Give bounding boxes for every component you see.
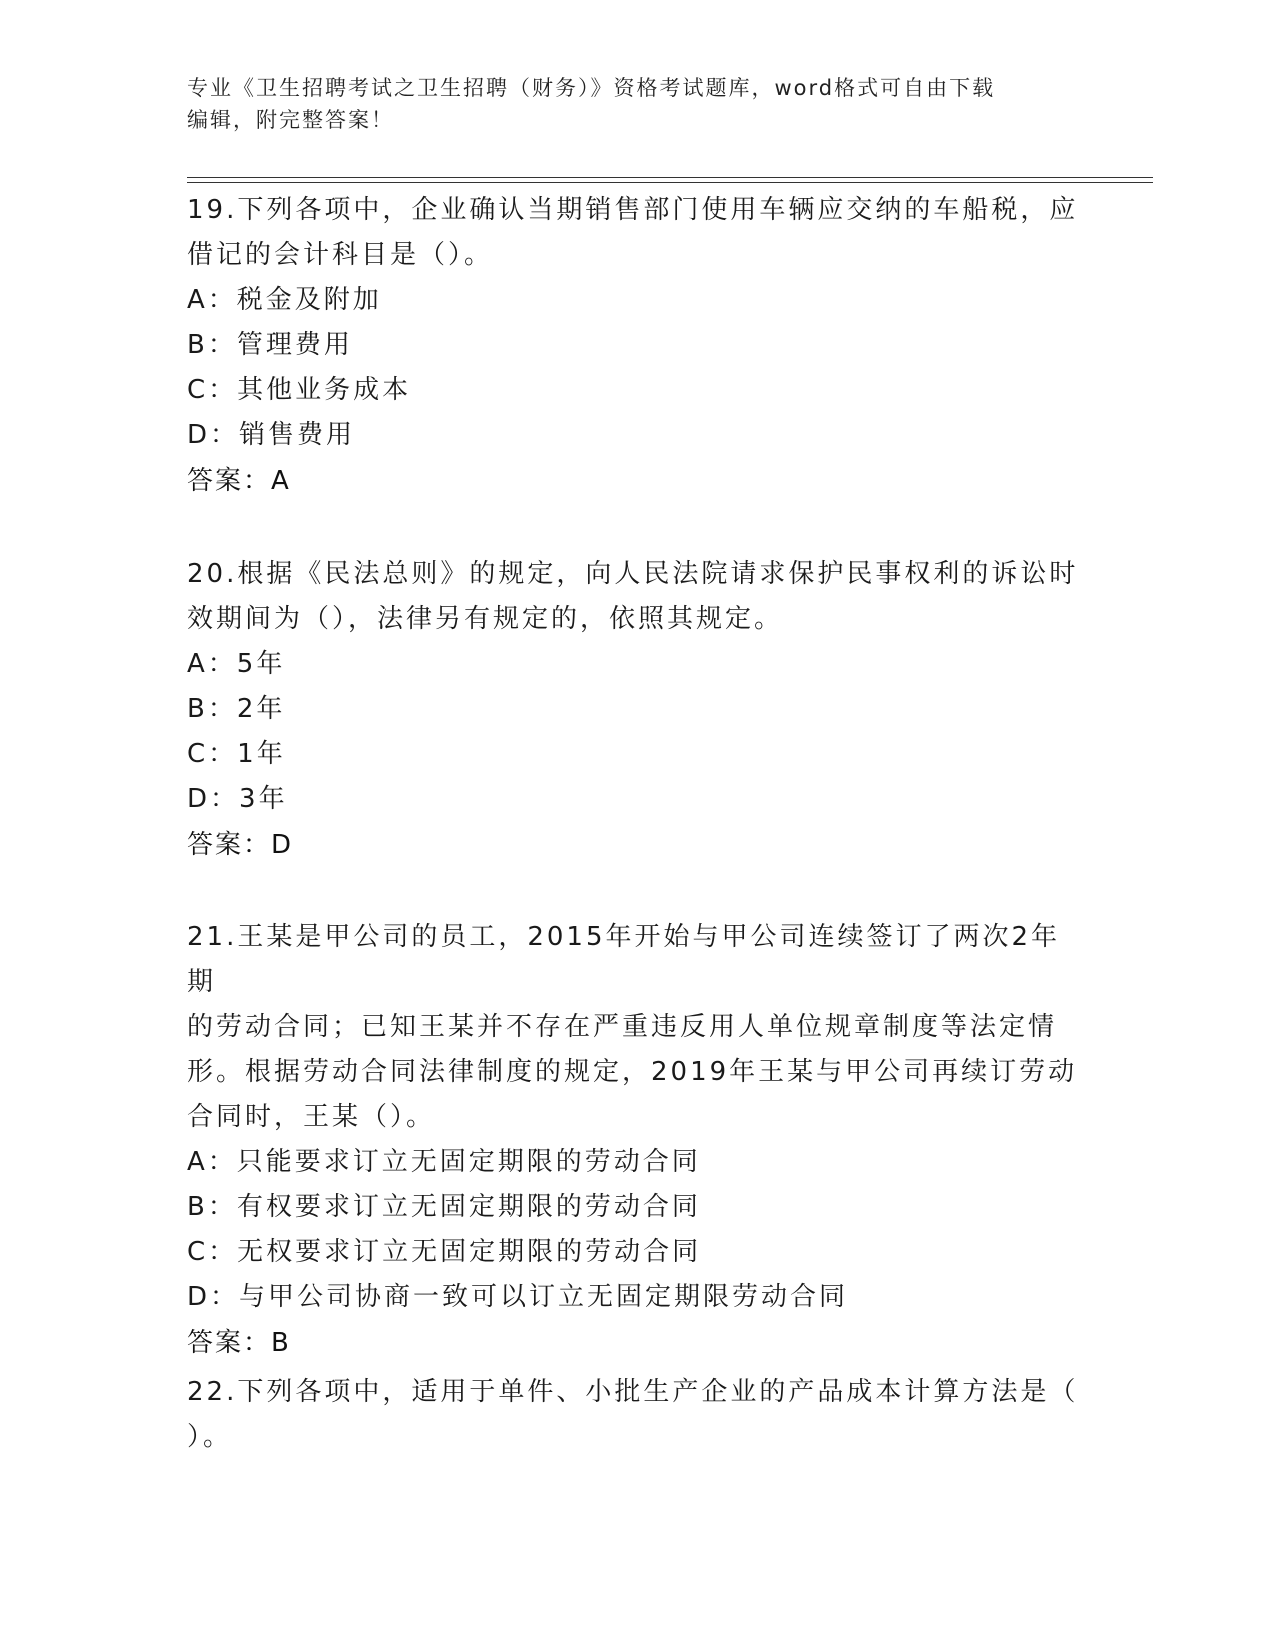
question-stem-line: 形。根据劳动合同法律制度的规定，2019年王某与甲公司再续订劳动: [187, 1057, 1078, 1087]
header-line-1: 专业《卫生招聘考试之卫生招聘（财务）》资格考试题库，word格式可自由下载: [187, 76, 996, 100]
question-stem-line: 效期间为（），法律另有规定的，依照其规定。: [187, 604, 784, 634]
question-22: [187, 1370, 1087, 1460]
option-a: A：只能要求订立无固定期限的劳动合同: [187, 1147, 701, 1177]
question-stem-line: 20.根据《民法总则》的规定，向人民法院请求保护民事权利的诉讼时: [187, 559, 1079, 589]
option-d: D：3年: [187, 784, 288, 814]
option-b: B：2年: [187, 694, 286, 724]
question-stem-line: 合同时，王某（）。: [187, 1102, 436, 1132]
header-line-2: 编辑，附完整答案！: [187, 108, 394, 132]
question-21: [187, 915, 1087, 1366]
option-d: D：与甲公司协商一致可以订立无固定期限劳动合同: [187, 1282, 849, 1312]
option-c: C：1年: [187, 739, 286, 769]
question-stem-line: 借记的会计科目是（）。: [187, 240, 494, 270]
question-stem-line: ）。: [187, 1422, 233, 1452]
header-divider-bottom: [187, 182, 1153, 183]
question-stem-line: 的劳动合同；已知王某并不存在严重违反用人单位规章制度等法定情: [187, 1012, 1058, 1042]
question-stem-line: 19.下列各项中，企业确认当期销售部门使用车辆应交纳的车船税，应: [187, 195, 1079, 225]
option-b: B：管理费用: [187, 330, 353, 360]
question-stem-line: 22.下列各项中，适用于单件、小批生产企业的产品成本计算方法是（: [187, 1377, 1079, 1407]
option-a: A：税金及附加: [187, 285, 382, 315]
option-c: C：其他业务成本: [187, 375, 412, 405]
document-header: [187, 72, 1067, 136]
option-c: C：无权要求订立无固定期限的劳动合同: [187, 1237, 702, 1267]
header-divider-top: [187, 177, 1153, 178]
answer: 答案：B: [187, 1328, 291, 1358]
answer: 答案：D: [187, 830, 294, 860]
option-a: A：5年: [187, 649, 286, 679]
option-d: D：销售费用: [187, 420, 356, 450]
question-20: [187, 552, 1087, 868]
question-stem-line: 21.王某是甲公司的员工，2015年开始与甲公司连续签订了两次2年期: [187, 922, 1061, 997]
answer: 答案：A: [187, 466, 291, 496]
option-b: B：有权要求订立无固定期限的劳动合同: [187, 1192, 701, 1222]
question-19: [187, 188, 1087, 504]
